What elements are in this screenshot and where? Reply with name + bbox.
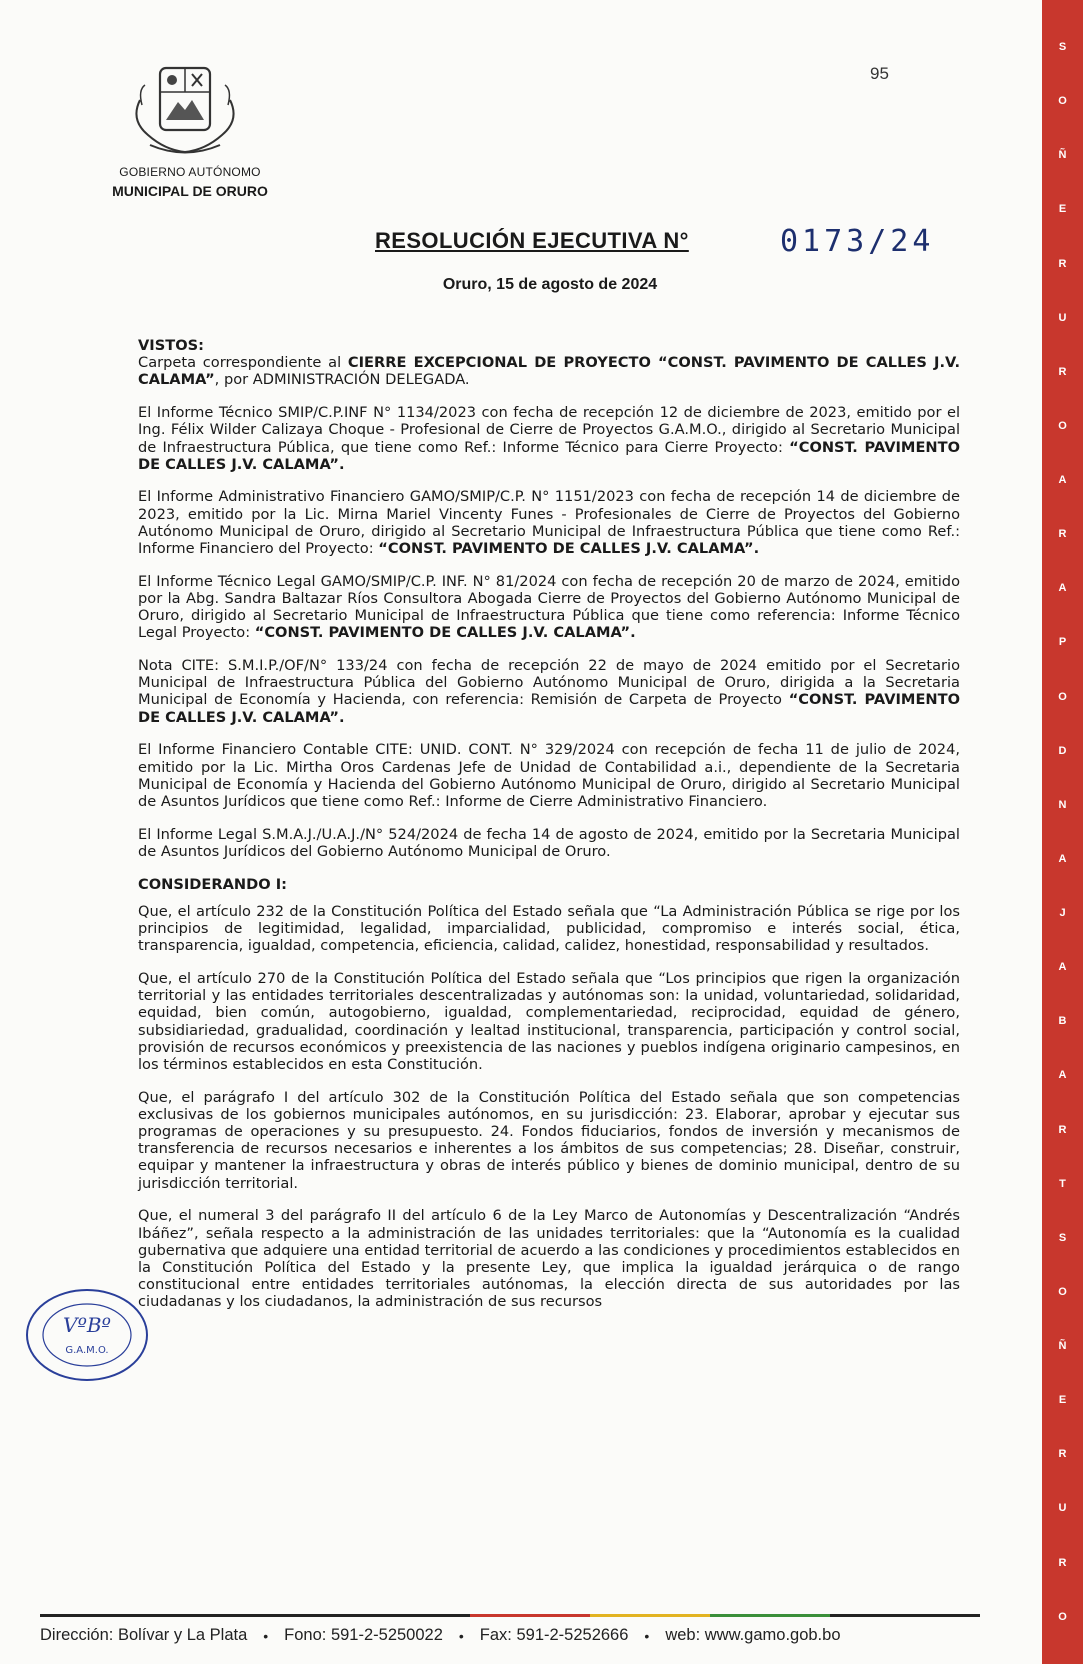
footer-web: web: www.gamo.gob.bo	[665, 1626, 841, 1644]
government-name-line2: MUNICIPAL DE ORURO	[112, 183, 268, 199]
side-band-letter: R	[1058, 365, 1067, 378]
footer-phone: Fono: 591-2-5250022	[284, 1626, 443, 1644]
side-decorative-band	[1042, 0, 1083, 1664]
side-band-letter: E	[1058, 203, 1067, 216]
side-band-letter: E	[1058, 1394, 1067, 1407]
document-body	[138, 337, 960, 1326]
side-band-letter: N	[1058, 798, 1067, 811]
municipal-coat-of-arms-logo	[130, 60, 240, 160]
side-band-letter: R	[1058, 1556, 1067, 1569]
side-band-letter: R	[1058, 257, 1067, 270]
page-number: 95	[870, 64, 889, 83]
informe-legal-paragraph: El Informe Legal S.M.A.J./U.A.J./N° 524/2024 de fecha 14 de agosto de 2024, emitido por la Secretaria Municipal de Asuntos Jurídicos del Gobierno Autónomo Municipal de Oruro.	[138, 825, 960, 860]
resolution-number-stamp: 0173/24	[780, 224, 935, 259]
svg-text:G.A.M.O.: G.A.M.O.	[65, 1345, 109, 1356]
informe-tecnico-paragraph: El Informe Técnico SMIP/C.P.INF N° 1134/2023 con fecha de recepción 12 de diciembre de 2023, emitido por el Ing. Félix Wilder Calizaya Choque - Profesional de Cierre de Proyectos G.A.M.O., dirigido al Secretario Municipal de Infraestructura Pública, que tiene como Ref.: Informe Técnico para Cierre Proyecto: “CONST. PAVIMENTO DE CALLES J.V. CALAMA”.	[138, 404, 960, 473]
resolution-title: RESOLUCIÓN EJECUTIVA N°	[375, 228, 689, 253]
side-band-letter: A	[1058, 474, 1067, 487]
side-band-letter: B	[1058, 1015, 1067, 1028]
side-band-letter: A	[1058, 852, 1067, 865]
informe-legal-tecnico-paragraph: El Informe Técnico Legal GAMO/SMIP/C.P. INF. N° 81/2024 con fecha de recepción 20 de marzo de 2024, emitido por la Abg. Sandra Baltazar Ríos Consultora Abogada Cierre de Proyectos del Gobierno Autónomo Municipal de Oruro, dirigido al Secretario Municipal de Infraestructura Pública que tiene como referencia: Informe Técnico Legal Proyecto: “CONST. PAVIMENTO DE CALLES J.V. CALAMA”.	[138, 572, 960, 642]
side-band-letter: Ñ	[1058, 149, 1067, 162]
side-band-letter: U	[1058, 1502, 1067, 1515]
side-band-letter: S	[1058, 41, 1067, 54]
footer-address: Dirección: Bolívar y La Plata	[40, 1626, 248, 1644]
side-band-letter: D	[1058, 744, 1067, 757]
side-band-letter: O	[1058, 1610, 1067, 1623]
svg-text:VºBº: VºBº	[63, 1313, 111, 1337]
ley-marco-paragraph: Que, el numeral 3 del parágrafo II del artículo 6 de la Ley Marco de Autonomías y Descentralización “Andrés Ibáñez”, señala respecto a la administración de las unidades territoriales: que la “Autonomía es la cualidad gubernativa que adquiere una entidad territorial de acuerdo a las condiciones y procedimientos establecidos en la Constitución Política del Estado y la presente Ley, que implica la igualdad jerárquica o de rango constitucional entre entidades territoriales autónomas, la elección directa de sus autoridades por las ciudadanas y los ciudadanos, la administración de sus recursos	[138, 1207, 960, 1311]
side-band-letter: S	[1058, 1231, 1067, 1244]
resolution-date: Oruro, 15 de agosto de 2024	[442, 276, 658, 293]
approval-stamp	[22, 1285, 152, 1385]
side-band-letter: R	[1058, 1123, 1067, 1136]
government-name-line1: GOBIERNO AUTÓNOMO	[119, 165, 261, 179]
side-band-letter: P	[1058, 636, 1067, 649]
bullet-separator: •	[644, 1627, 650, 1644]
side-band-letter: R	[1058, 1448, 1067, 1461]
side-band-letter: O	[1058, 690, 1067, 703]
considerando-heading: CONSIDERANDO I:	[138, 875, 287, 893]
vistos-paragraph: VISTOS: Carpeta correspondiente al CIERRE EXCEPCIONAL DE PROYECTO “CONST. PAVIMENTO DE CALLES J.V. CALAMA”, por ADMINISTRACIÓN DELEGADA.	[138, 337, 960, 389]
side-band-letter: Ñ	[1058, 1340, 1067, 1353]
side-band-letter: A	[1058, 961, 1067, 974]
side-band-letter: O	[1058, 1285, 1067, 1298]
side-band-letter: U	[1058, 311, 1067, 324]
side-band-letter: O	[1058, 95, 1067, 108]
nota-cite-paragraph: Nota CITE: S.M.I.P./OF/N° 133/24 con fecha de recepción 22 de mayo de 2024 emitido por el Secretario Municipal de Infraestructura Pública del Gobierno Autónomo Municipal de Oruro, dirigida a la Secretaria Municipal de Economía y Hacienda, con referencia: Remisión de Carpeta de Proyecto “CONST. PAVIMENTO DE CALLES J.V. CALAMA”.	[138, 657, 960, 726]
side-band-letter: J	[1059, 907, 1066, 920]
informe-administrativo-paragraph: El Informe Administrativo Financiero GAMO/SMIP/C.P. N° 1151/2023 con fecha de recepción 14 de diciembre de 2023, emitido por la Lic. Mirna Mariel Vincenty Funes - Profesionales de Cierre de Proyectos del Gobierno Autónomo Municipal de Oruro, dirigido al Secretario Municipal de Infraestructura Pública que tiene como Ref.: Informe Financiero del Proyecto: “CONST. PAVIMENTO DE CALLES J.V. CALAMA”.	[138, 488, 960, 558]
informe-financiero-contable-paragraph: El Informe Financiero Contable CITE: UNID. CONT. N° 329/2024 con recepción de fecha 11 de julio de 2024, emitido por la Lic. Mirtha Oros Cardenas Jefe de Unidad de Contabilidad a.i., dependiente de la Secretaria Municipal de Economía y Hacienda del Gobierno Autónomo Municipal de Oruro, dirigido al Secretario Municipal de Asuntos Jurídicos que tiene como Ref.: Informe de Cierre Administrativo Financiero.	[138, 741, 960, 810]
articulo-232-paragraph: Que, el artículo 232 de la Constitución Política del Estado señala que “La Administración Pública se rige por los principios de legitimidad, legalidad, imparcialidad, publicidad, compromiso e interés social, ética, transparencia, igualdad, competencia, eficiencia, calidad, calidez, honestidad, responsabilidad y resultados.	[138, 902, 960, 955]
side-band-letter: O	[1058, 419, 1067, 432]
bullet-separator: •	[458, 1627, 464, 1644]
side-band-letter: T	[1059, 1177, 1066, 1190]
bullet-separator: •	[263, 1627, 269, 1644]
footer-contact	[40, 1626, 1000, 1645]
articulo-270-paragraph: Que, el artículo 270 de la Constitución Política del Estado señala que “Los principios que rigen la organización territorial y las entidades territoriales descentralizadas y autónomas son: la unidad, voluntariedad, solidaridad, equidad, bien común, autogobierno, igualdad, complementariedad, reciprocidad, equidad de género, subsidiariedad, gradualidad, coordinación y lealtad institucional, transparencia, participación y control social, provisión de recursos económicos y preexistencia de las naciones y pueblos indígena originario campesinos, en los términos establecidos en esta Constitución.	[138, 969, 960, 1073]
side-band-letter: A	[1058, 1069, 1067, 1082]
side-band-letter: A	[1058, 582, 1067, 595]
articulo-302-paragraph: Que, el parágrafo I del artículo 302 de la Constitución Política del Estado señala que son competencias exclusivas de los gobiernos municipales autónomos, en su jurisdicción: 23. Elaborar, aprobar y ejecutar sus programas de operaciones y su presupuesto. 24. Fondos fiduciarios, fondos de inversión y mecanismos de transferencia de recursos necesarios e inherentes a los ámbitos de sus competencias; 28. Diseñar, construir, equipar y mantener la infraestructura y obras de interés público y bienes de dominio municipal, dentro de su jurisdicción territorial.	[138, 1088, 960, 1192]
side-band-letter: R	[1058, 528, 1067, 541]
footer-fax: Fax: 591-2-5252666	[479, 1626, 629, 1644]
footer-divider	[40, 1614, 980, 1617]
